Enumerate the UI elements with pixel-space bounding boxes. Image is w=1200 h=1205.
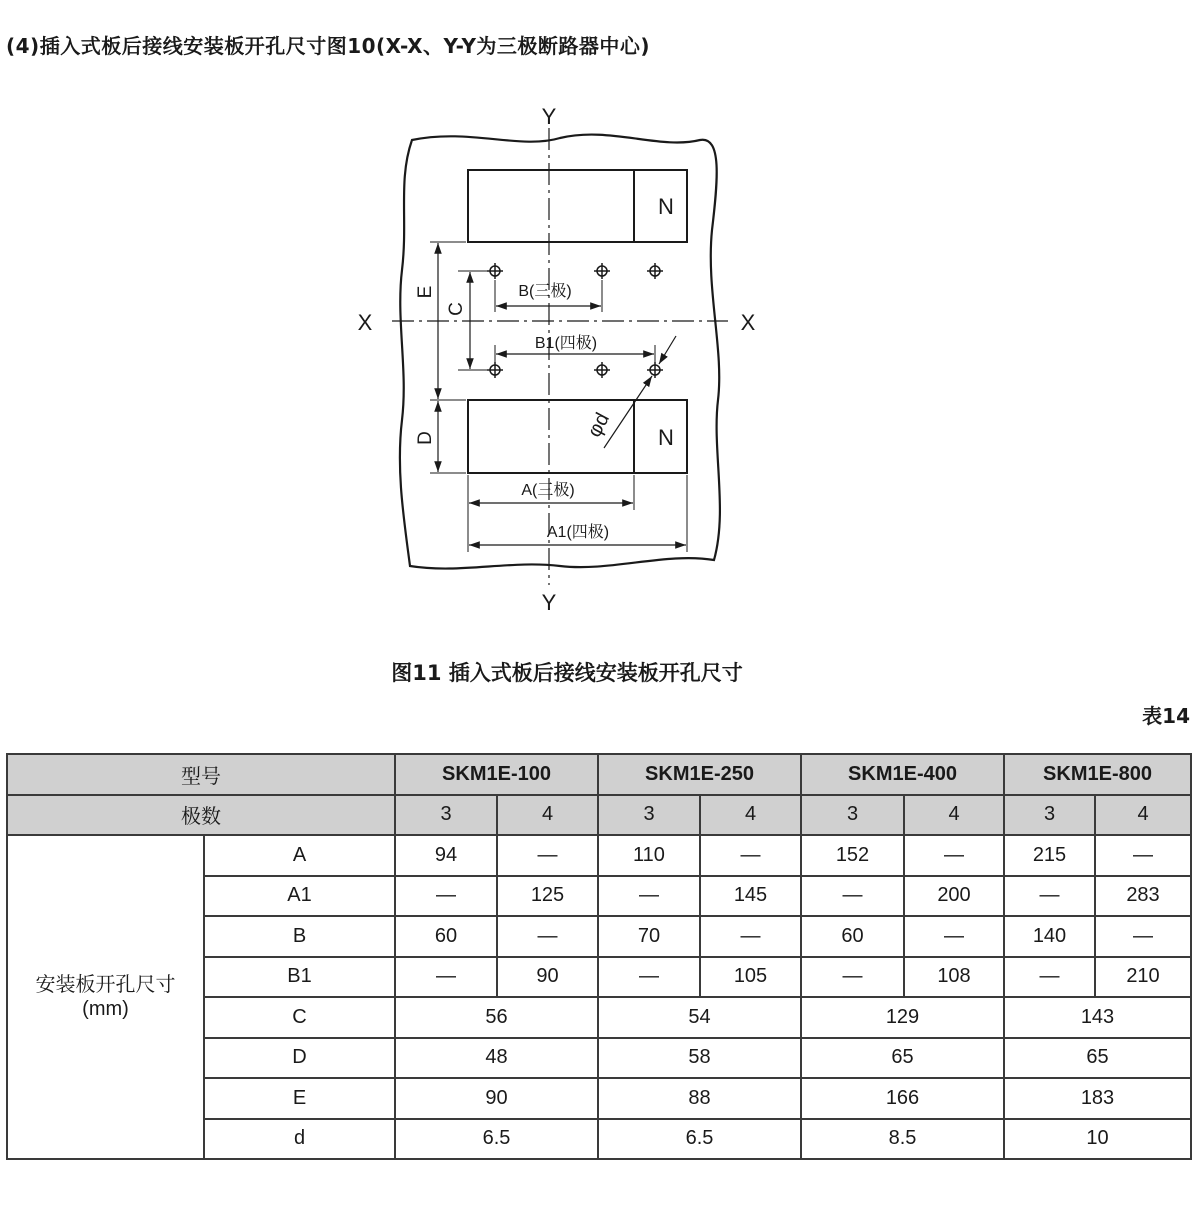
dimension-value: — bbox=[598, 957, 700, 998]
dimension-value: 88 bbox=[598, 1078, 801, 1119]
dimension-value: 125 bbox=[497, 876, 598, 917]
label-A: A(三极) bbox=[521, 482, 575, 499]
dimension-name: C bbox=[204, 997, 395, 1038]
dimension-value: 48 bbox=[395, 1038, 598, 1079]
poles-label: 极数 bbox=[7, 795, 395, 836]
axis-y-top: Y bbox=[541, 104, 557, 129]
header-row-poles bbox=[7, 795, 1191, 836]
label-B: B(三极) bbox=[518, 283, 572, 300]
dimension-name: B1 bbox=[204, 957, 395, 998]
pole-count: 3 bbox=[1004, 795, 1095, 836]
dimension-value: — bbox=[700, 916, 801, 957]
dimension-value: 129 bbox=[801, 997, 1004, 1038]
dimension-value: 60 bbox=[395, 916, 497, 957]
pole-count: 3 bbox=[395, 795, 497, 836]
group-label bbox=[7, 835, 204, 1159]
pole-count: 4 bbox=[1095, 795, 1191, 836]
axis-x-left: X bbox=[357, 310, 373, 335]
dimension-value: 56 bbox=[395, 997, 598, 1038]
dimension-value: — bbox=[1004, 957, 1095, 998]
label-A1: A1(四极) bbox=[546, 524, 610, 541]
neutral-label-lower: N bbox=[658, 425, 674, 450]
dimension-value: 140 bbox=[1004, 916, 1095, 957]
model-header: SKM1E-400 bbox=[801, 754, 1004, 795]
dimension-value: — bbox=[904, 916, 1004, 957]
pole-count: 4 bbox=[904, 795, 1004, 836]
axis-x-right: X bbox=[740, 310, 756, 335]
dimension-value: 90 bbox=[395, 1078, 598, 1119]
dimension-name: D bbox=[204, 1038, 395, 1079]
dimension-value: 60 bbox=[801, 916, 904, 957]
dim-d-leader bbox=[604, 376, 652, 448]
pole-count: 3 bbox=[598, 795, 700, 836]
axis-y-bottom: Y bbox=[541, 590, 557, 615]
dimension-value: — bbox=[700, 835, 801, 876]
dimension-value: 6.5 bbox=[598, 1119, 801, 1160]
dimension-name: A bbox=[204, 835, 395, 876]
dimension-name: E bbox=[204, 1078, 395, 1119]
dimension-value: — bbox=[497, 835, 598, 876]
dimension-value: 215 bbox=[1004, 835, 1095, 876]
table-label: 表14 bbox=[1142, 704, 1190, 728]
dimension-value: — bbox=[1095, 916, 1191, 957]
model-header: SKM1E-100 bbox=[395, 754, 598, 795]
dimension-value: 108 bbox=[904, 957, 1004, 998]
label-E: E bbox=[415, 285, 436, 299]
dimension-value: 283 bbox=[1095, 876, 1191, 917]
dimension-value: 8.5 bbox=[801, 1119, 1004, 1160]
dimension-value: 143 bbox=[1004, 997, 1191, 1038]
dimension-value: — bbox=[904, 835, 1004, 876]
dimension-value: 210 bbox=[1095, 957, 1191, 998]
label-C: C bbox=[446, 302, 467, 316]
header-row-models bbox=[7, 754, 1191, 795]
group-label-line1: 安装板开孔尺寸 bbox=[35, 974, 176, 996]
pole-count: 3 bbox=[801, 795, 904, 836]
dimension-value: 65 bbox=[801, 1038, 1004, 1079]
model-header: SKM1E-250 bbox=[598, 754, 801, 795]
lower-cutout bbox=[468, 400, 687, 473]
dimension-value: 94 bbox=[395, 835, 497, 876]
dimension-value: 200 bbox=[904, 876, 1004, 917]
dimension-value: — bbox=[395, 957, 497, 998]
pole-count: 4 bbox=[700, 795, 801, 836]
dimension-value: — bbox=[1004, 876, 1095, 917]
group-label-unit: (mm) bbox=[82, 998, 129, 1020]
model-header: SKM1E-800 bbox=[1004, 754, 1191, 795]
dimension-value: 145 bbox=[700, 876, 801, 917]
section-title: (4)插入式板后接线安装板开孔尺寸图10(X-X、Y-Y为三极断路器中心) bbox=[6, 34, 651, 58]
label-B1: B1(四极) bbox=[534, 335, 598, 352]
label-d: φd bbox=[583, 409, 615, 441]
dimension-table bbox=[6, 753, 1192, 1160]
dimension-value: 166 bbox=[801, 1078, 1004, 1119]
dimension-name: d bbox=[204, 1119, 395, 1160]
figure-caption: 图11 插入式板后接线安装板开孔尺寸 bbox=[391, 661, 743, 685]
dimension-name: A1 bbox=[204, 876, 395, 917]
dimension-value: 70 bbox=[598, 916, 700, 957]
dimension-value: — bbox=[801, 957, 904, 998]
dimension-value: 152 bbox=[801, 835, 904, 876]
table-row bbox=[7, 835, 1191, 876]
dimension-value: 105 bbox=[700, 957, 801, 998]
dimension-value: 90 bbox=[497, 957, 598, 998]
model-label: 型号 bbox=[7, 754, 395, 795]
dimension-value: — bbox=[395, 876, 497, 917]
dimension-value: — bbox=[1095, 835, 1191, 876]
neutral-label-upper: N bbox=[658, 194, 674, 219]
dimension-value: 58 bbox=[598, 1038, 801, 1079]
dimension-name: B bbox=[204, 916, 395, 957]
label-D: D bbox=[415, 431, 436, 445]
upper-cutout bbox=[468, 170, 687, 242]
pole-count: 4 bbox=[497, 795, 598, 836]
dimension-value: — bbox=[801, 876, 904, 917]
dimension-value: 6.5 bbox=[395, 1119, 598, 1160]
dimension-value: 54 bbox=[598, 997, 801, 1038]
dimension-value: 110 bbox=[598, 835, 700, 876]
dimension-value: — bbox=[497, 916, 598, 957]
dimension-value: — bbox=[598, 876, 700, 917]
dimension-value: 10 bbox=[1004, 1119, 1191, 1160]
dimension-value: 183 bbox=[1004, 1078, 1191, 1119]
dimension-value: 65 bbox=[1004, 1038, 1191, 1079]
